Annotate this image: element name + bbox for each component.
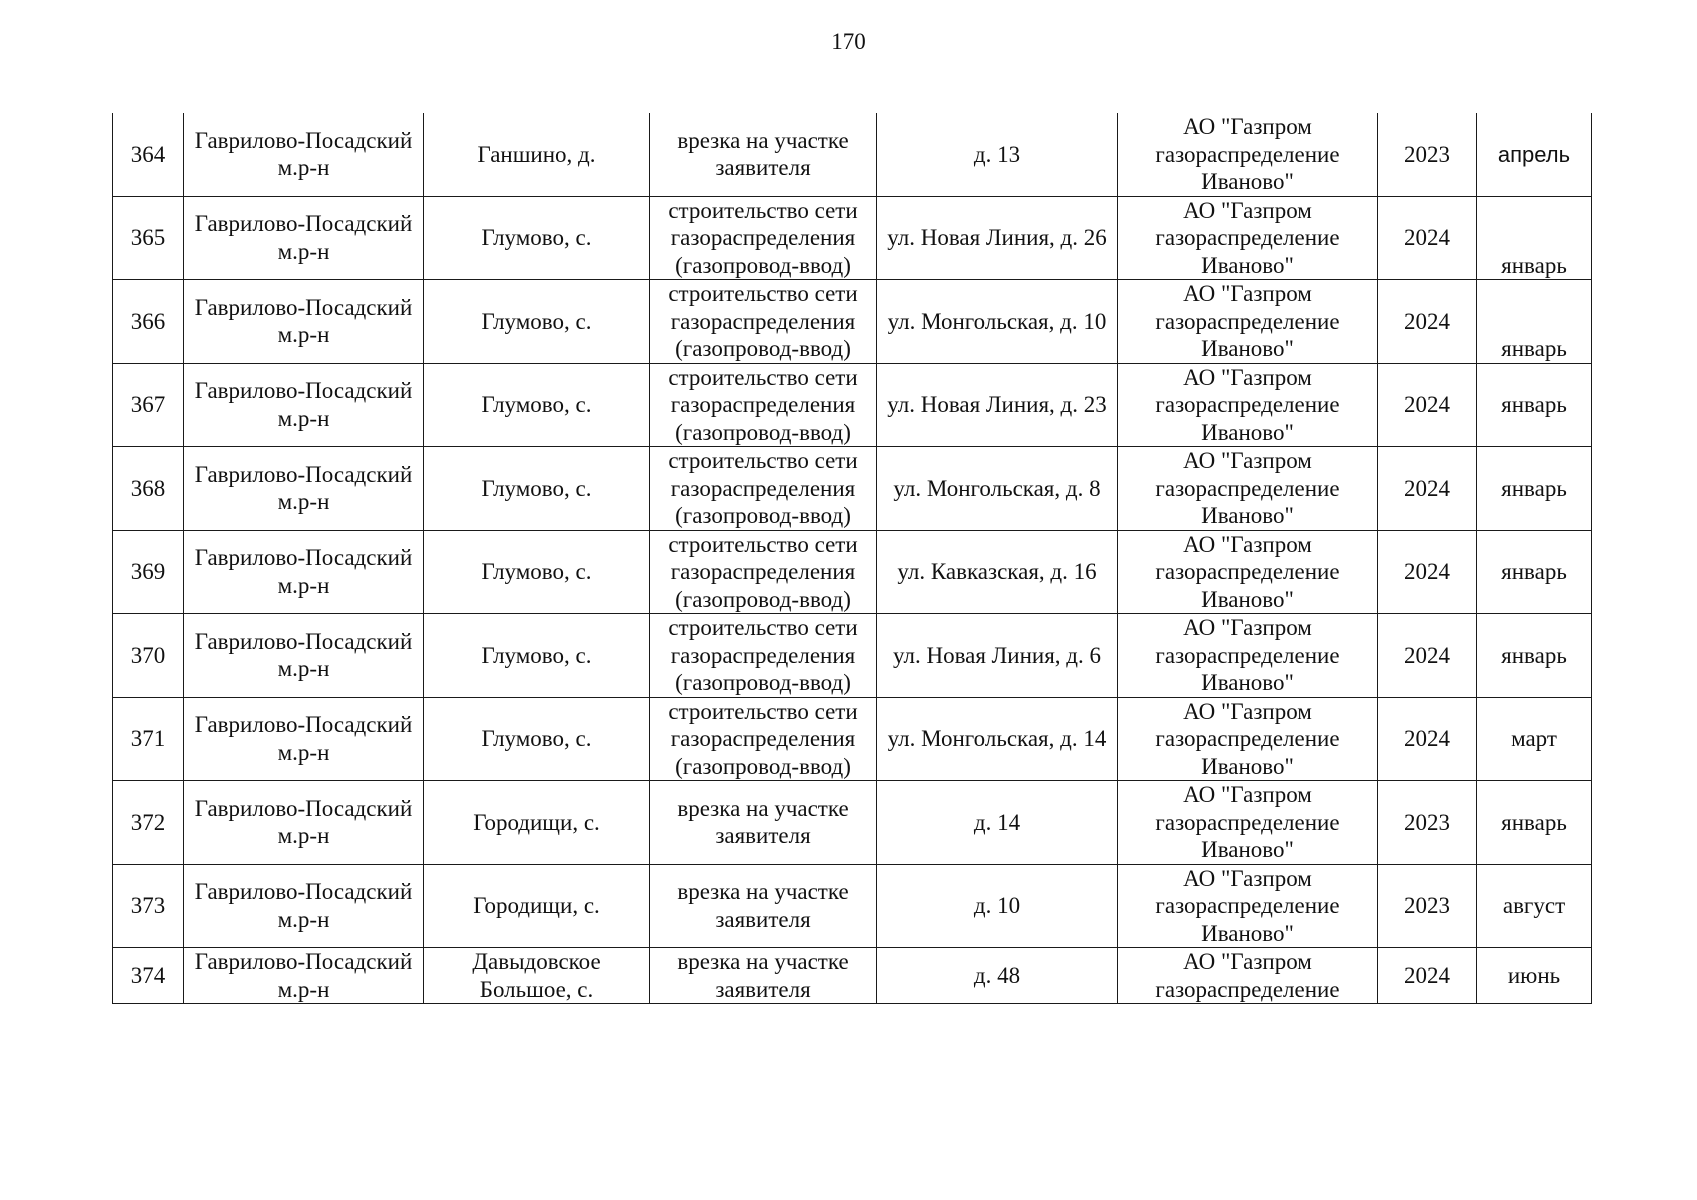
- row-number-cell: 371: [113, 697, 184, 781]
- month-cell: январь: [1477, 447, 1592, 531]
- organization-cell: АО "Газпром газораспределение Иваново": [1118, 280, 1378, 364]
- address-cell: ул. Монгольская, д. 8: [877, 447, 1118, 531]
- table-row: [113, 447, 1592, 531]
- row-number-cell: 370: [113, 614, 184, 698]
- work-type-cell: врезка на участке заявителя: [650, 781, 877, 865]
- year-cell: 2024: [1378, 363, 1477, 447]
- work-type-cell: строительство сети газораспределения (газопровод-ввод): [650, 196, 877, 280]
- page-number: 170: [831, 29, 866, 54]
- work-type-cell: строительство сети газораспределения (газопровод-ввод): [650, 697, 877, 781]
- table-row: [113, 113, 1592, 196]
- district-cell: Гаврилово-Посадский м.р-н: [184, 196, 424, 280]
- year-cell: 2023: [1378, 864, 1477, 948]
- work-type-cell: строительство сети газораспределения (газопровод-ввод): [650, 447, 877, 531]
- address-cell: д. 48: [877, 948, 1118, 1004]
- district-cell: Гаврилово-Посадский м.р-н: [184, 280, 424, 364]
- year-cell: 2024: [1378, 614, 1477, 698]
- row-number-cell: 367: [113, 363, 184, 447]
- table-row: [113, 697, 1592, 781]
- address-cell: ул. Новая Линия, д. 26: [877, 196, 1118, 280]
- month-cell: март: [1477, 697, 1592, 781]
- district-cell: Гаврилово-Посадский м.р-н: [184, 948, 424, 1004]
- row-number-cell: 373: [113, 864, 184, 948]
- address-cell: д. 14: [877, 781, 1118, 865]
- organization-cell: АО "Газпром газораспределение Иваново": [1118, 447, 1378, 531]
- table-row: [113, 196, 1592, 280]
- work-type-cell: строительство сети газораспределения (газопровод-ввод): [650, 614, 877, 698]
- work-type-cell: врезка на участке заявителя: [650, 864, 877, 948]
- organization-cell: АО "Газпром газораспределение Иваново": [1118, 864, 1378, 948]
- district-cell: Гаврилово-Посадский м.р-н: [184, 781, 424, 865]
- address-cell: ул. Новая Линия, д. 6: [877, 614, 1118, 698]
- work-type-cell: строительство сети газораспределения (газопровод-ввод): [650, 530, 877, 614]
- settlement-cell: Давыдовское Большое, с.: [424, 948, 650, 1004]
- address-cell: ул. Новая Линия, д. 23: [877, 363, 1118, 447]
- work-type-cell: строительство сети газораспределения (газопровод-ввод): [650, 363, 877, 447]
- district-cell: Гаврилово-Посадский м.р-н: [184, 614, 424, 698]
- year-cell: 2024: [1378, 196, 1477, 280]
- address-cell: ул. Кавказская, д. 16: [877, 530, 1118, 614]
- table-row: [113, 363, 1592, 447]
- year-cell: 2024: [1378, 447, 1477, 531]
- row-number-cell: 364: [113, 113, 184, 196]
- work-type-cell: врезка на участке заявителя: [650, 948, 877, 1004]
- month-cell: апрель: [1477, 113, 1592, 196]
- settlement-cell: Глумово, с.: [424, 530, 650, 614]
- settlement-cell: Городищи, с.: [424, 864, 650, 948]
- month-cell: январь: [1477, 280, 1592, 364]
- year-cell: 2024: [1378, 280, 1477, 364]
- settlement-cell: Глумово, с.: [424, 447, 650, 531]
- row-number-cell: 368: [113, 447, 184, 531]
- month-cell: июнь: [1477, 948, 1592, 1004]
- organization-cell: АО "Газпром газораспределение Иваново": [1118, 363, 1378, 447]
- settlement-cell: Глумово, с.: [424, 280, 650, 364]
- settlement-cell: Глумово, с.: [424, 697, 650, 781]
- settlement-cell: Глумово, с.: [424, 363, 650, 447]
- row-number-cell: 372: [113, 781, 184, 865]
- table-row: [113, 530, 1592, 614]
- organization-cell: АО "Газпром газораспределение Иваново": [1118, 781, 1378, 865]
- district-cell: Гаврилово-Посадский м.р-н: [184, 113, 424, 196]
- month-cell: январь: [1477, 363, 1592, 447]
- table-row: [113, 614, 1592, 698]
- year-cell: 2024: [1378, 530, 1477, 614]
- organization-cell: АО "Газпром газораспределение Иваново": [1118, 530, 1378, 614]
- address-cell: ул. Монгольская, д. 10: [877, 280, 1118, 364]
- gasification-table: [112, 113, 1592, 1004]
- organization-cell: АО "Газпром газораспределение Иваново": [1118, 196, 1378, 280]
- address-cell: д. 13: [877, 113, 1118, 196]
- year-cell: 2024: [1378, 697, 1477, 781]
- district-cell: Гаврилово-Посадский м.р-н: [184, 530, 424, 614]
- year-cell: 2023: [1378, 113, 1477, 196]
- month-cell: август: [1477, 864, 1592, 948]
- district-cell: Гаврилово-Посадский м.р-н: [184, 864, 424, 948]
- year-cell: 2023: [1378, 781, 1477, 865]
- settlement-cell: Городищи, с.: [424, 781, 650, 865]
- district-cell: Гаврилово-Посадский м.р-н: [184, 447, 424, 531]
- month-cell: январь: [1477, 530, 1592, 614]
- year-cell: 2024: [1378, 948, 1477, 1004]
- month-cell: январь: [1477, 614, 1592, 698]
- table-row: [113, 948, 1592, 1004]
- table-row: [113, 280, 1592, 364]
- table-row: [113, 781, 1592, 865]
- settlement-cell: Глумово, с.: [424, 196, 650, 280]
- settlement-cell: Глумово, с.: [424, 614, 650, 698]
- settlement-cell: Ганшино, д.: [424, 113, 650, 196]
- month-cell: январь: [1477, 196, 1592, 280]
- row-number-cell: 369: [113, 530, 184, 614]
- district-cell: Гаврилово-Посадский м.р-н: [184, 363, 424, 447]
- table-row: [113, 864, 1592, 948]
- work-type-cell: строительство сети газораспределения (газопровод-ввод): [650, 280, 877, 364]
- district-cell: Гаврилово-Посадский м.р-н: [184, 697, 424, 781]
- row-number-cell: 366: [113, 280, 184, 364]
- organization-cell: АО "Газпром газораспределение Иваново": [1118, 113, 1378, 196]
- organization-cell: АО "Газпром газораспределение Иваново": [1118, 614, 1378, 698]
- month-cell: январь: [1477, 781, 1592, 865]
- organization-cell: АО "Газпром газораспределение Иваново": [1118, 697, 1378, 781]
- row-number-cell: 365: [113, 196, 184, 280]
- row-number-cell: 374: [113, 948, 184, 1004]
- address-cell: д. 10: [877, 864, 1118, 948]
- address-cell: ул. Монгольская, д. 14: [877, 697, 1118, 781]
- work-type-cell: врезка на участке заявителя: [650, 113, 877, 196]
- organization-cell: АО "Газпром газораспределение: [1118, 948, 1378, 1004]
